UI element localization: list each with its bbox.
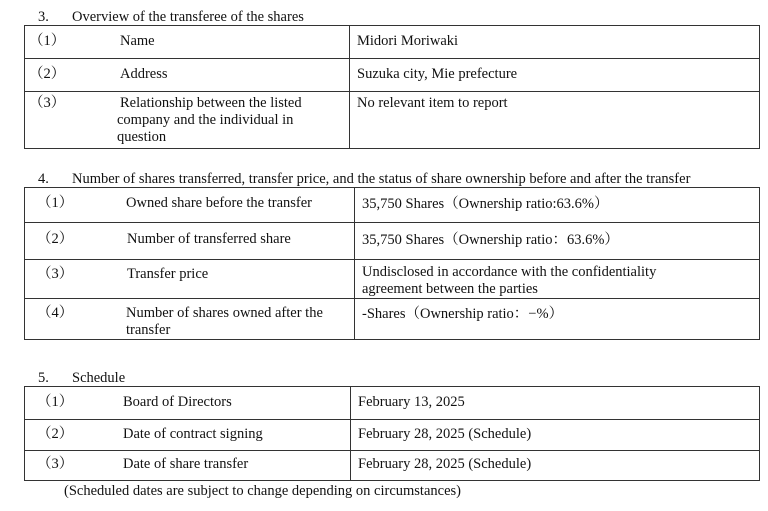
- value-cell: [350, 59, 760, 92]
- row-value: February 28, 2025 (Schedule): [358, 426, 532, 442]
- table-row: [25, 188, 760, 223]
- row-index: （1）: [37, 195, 74, 211]
- row-value-line: agreement between the parties: [362, 281, 538, 297]
- section-5-number: 5.: [38, 370, 49, 386]
- row-label: Date of contract signing: [123, 426, 263, 442]
- row-value: Midori Moriwaki: [357, 33, 459, 49]
- row-index: （2）: [37, 231, 74, 247]
- row-label: Number of transferred share: [127, 231, 291, 247]
- table-row: [25, 260, 760, 299]
- table-row: [25, 420, 760, 451]
- row-value: 35,750 Shares（Ownership ratio：63.6%）: [362, 232, 619, 248]
- table-row: [25, 59, 760, 92]
- value-cell: [351, 451, 760, 481]
- row-label-line: question: [117, 129, 167, 145]
- label-cell: [25, 92, 350, 149]
- section-4-number: 4.: [38, 171, 49, 187]
- row-index: （1）: [37, 394, 74, 410]
- row-value: Suzuka city, Mie prefecture: [357, 66, 518, 82]
- section-4-title: Number of shares transferred, transfer price, and the status of share ownership before and after the transfer: [72, 171, 691, 187]
- label-cell: [25, 299, 355, 340]
- table-row: [25, 451, 760, 481]
- label-cell: [25, 223, 355, 260]
- value-cell: [350, 26, 760, 59]
- row-value-line: Undisclosed in accordance with the confidentiality: [362, 264, 657, 280]
- row-label-line: transfer: [126, 322, 171, 338]
- row-index: （4）: [37, 305, 74, 321]
- row-index: （1）: [29, 33, 66, 49]
- row-label: Transfer price: [127, 266, 209, 282]
- row-value: No relevant item to report: [357, 95, 508, 111]
- section-3-title: Overview of the transferee of the shares: [72, 9, 304, 25]
- row-label: Name: [120, 33, 155, 49]
- value-cell: [355, 188, 760, 223]
- schedule-note: (Scheduled dates are subject to change depending on circumstances): [64, 483, 461, 499]
- row-value: February 28, 2025 (Schedule): [358, 456, 532, 472]
- row-label-line: Relationship between the listed: [120, 95, 302, 111]
- value-cell: [351, 387, 760, 420]
- row-label-line: company and the individual in: [117, 112, 294, 128]
- table-row: [25, 299, 760, 340]
- label-cell: [25, 451, 351, 481]
- table-row: [25, 26, 760, 59]
- label-cell: [25, 188, 355, 223]
- value-cell: [351, 420, 760, 451]
- row-index: （3）: [37, 266, 74, 282]
- row-label: Owned share before the transfer: [126, 195, 312, 211]
- row-value: 35,750 Shares（Ownership ratio:63.6%）: [362, 196, 609, 212]
- table-row: [25, 223, 760, 260]
- section-3-number: 3.: [38, 9, 49, 25]
- label-cell: [25, 59, 350, 92]
- row-index: （3）: [29, 95, 66, 111]
- schedule-table: [24, 386, 760, 481]
- share-transfer-table: [24, 187, 760, 340]
- table-row: [25, 387, 760, 420]
- row-label: Date of share transfer: [123, 456, 249, 472]
- value-cell: [355, 260, 760, 299]
- label-cell: [25, 260, 355, 299]
- row-index: （3）: [37, 456, 74, 472]
- row-label-line: Number of shares owned after the: [126, 305, 323, 321]
- label-cell: [25, 26, 350, 59]
- value-cell: [355, 299, 760, 340]
- row-value: February 13, 2025: [358, 394, 465, 410]
- row-index: （2）: [29, 66, 66, 82]
- label-cell: [25, 387, 351, 420]
- row-value: -Shares（Ownership ratio：−%）: [362, 306, 564, 322]
- label-cell: [25, 420, 351, 451]
- row-label: Address: [120, 66, 168, 82]
- row-index: （2）: [37, 426, 74, 442]
- transferee-overview-table: [24, 25, 760, 149]
- row-label: Board of Directors: [123, 394, 232, 410]
- value-cell: [355, 223, 760, 260]
- table-row: [25, 92, 760, 149]
- section-5-title: Schedule: [72, 370, 126, 386]
- value-cell: [350, 92, 760, 149]
